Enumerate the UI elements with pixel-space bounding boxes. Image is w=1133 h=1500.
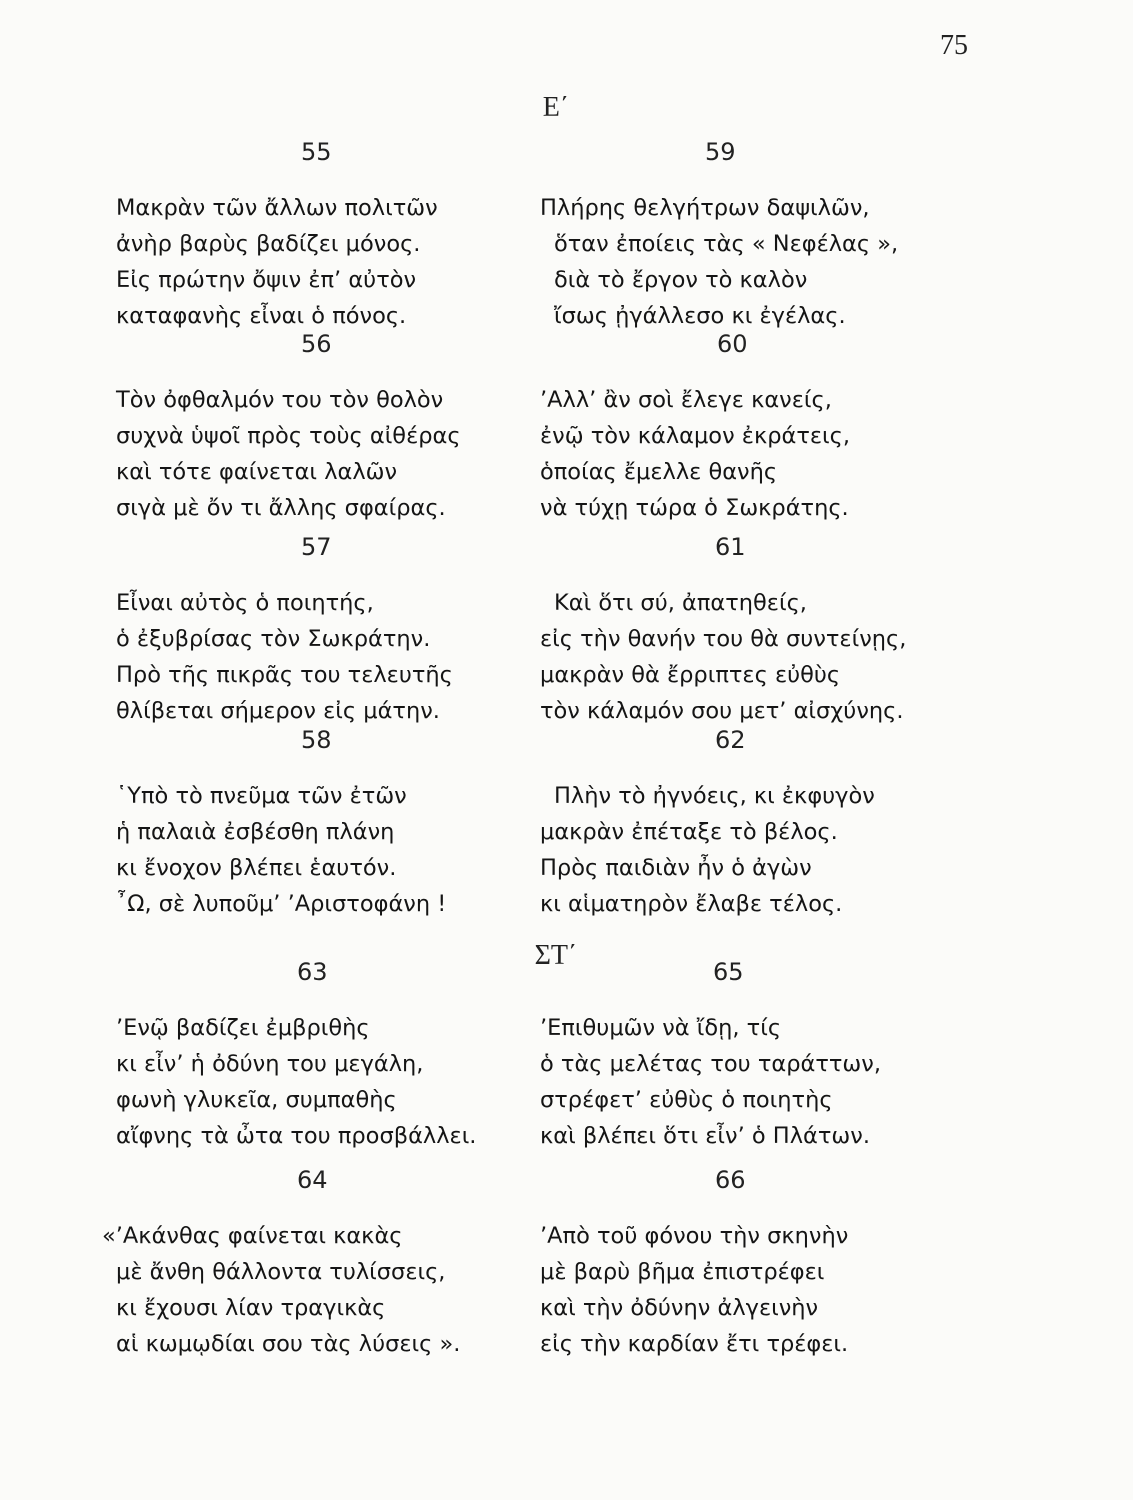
verse-line: καταφανὴς εἶναι ὁ πόνος. [116,303,407,329]
verse-line: ῾Υπὸ τὸ πνεῦμα τῶν ἐτῶν [116,783,407,809]
section-heading-st: ΣΤ΄ [534,940,578,971]
verse-line: μὲ βαρὺ βῆμα ἐπιστρέφει [540,1259,825,1285]
verse-line: ὁ ἐξυβρίσας τὸν Σωκράτην. [116,626,431,652]
verse-line: ἴσως ᾐγάλλεσο κι ἐγέλας. [554,303,846,329]
verse-line: μακρὰν ἐπέταξε τὸ βέλος. [540,819,838,845]
verse-line: θλίβεται σήμερον εἰς μάτην. [116,698,440,724]
verse-line: καὶ βλέπει ὅτι εἶν’ ὁ Πλάτων. [540,1123,870,1149]
verse-line: Πλήρης θελγήτρων δαψιλῶν, [540,195,870,221]
verse-line: ὁποίας ἔμελλε θανῆς [540,459,778,485]
stanza-number: 56 [301,330,332,358]
verse-line: αἴφνης τὰ ὦτα του προσβάλλει. [116,1123,477,1149]
verse-line: τὸν κάλαμόν σου μετ’ αἰσχύνης. [540,698,904,724]
verse-line: εἰς τὴν καρδίαν ἔτι τρέφει. [540,1331,849,1357]
verse-line: στρέφετ’ εὐθὺς ὁ ποιητὴς [540,1087,833,1113]
verse-line: Τὸν ὀφθαλμόν του τὸν θολὸν [116,387,444,413]
section-heading-e: Ε΄ [542,92,570,123]
stanza-number: 65 [713,958,744,986]
verse-line: ’Επιθυμῶν νὰ ἴδῃ, τίς [540,1015,782,1041]
verse-line: Πρὸς παιδιὰν ἦν ὁ ἀγὼν [540,855,812,881]
verse-line: μὲ ἄνθη θάλλοντα τυλίσσεις, [116,1259,446,1285]
stanza-61 [540,533,970,729]
verse-line: διὰ τὸ ἔργον τὸ καλὸν [554,267,808,293]
stanza-64 [102,1166,546,1362]
stanza-number: 64 [297,1166,328,1194]
stanza-number: 59 [705,138,736,166]
verse-line: ’Ενῷ βαδίζει ἐμβριθὴς [116,1015,370,1041]
verse-line: κι ἔνοχον βλέπει ἑαυτόν. [116,855,397,881]
stanza-number: 63 [297,958,328,986]
stanza-number: 62 [715,726,746,754]
verse-line: Καὶ ὅτι σύ, ἀπατηθείς, [554,590,807,616]
verse-line: Πρὸ τῆς πικρᾶς του τελευτῆς [116,662,453,688]
stanza-number: 66 [715,1166,746,1194]
stanza-66 [540,1166,970,1362]
stanza-number: 57 [301,533,332,561]
verse-line: ὁ τὰς μελέτας του ταράττων, [540,1051,881,1077]
verse-line: μακρὰν θὰ ἔρριπτες εὐθὺς [540,662,841,688]
stanza-59 [540,138,970,334]
stanza-65 [540,958,970,1154]
verse-line: καὶ τότε φαίνεται λαλῶν [116,459,398,485]
verse-line: ἡ παλαιὰ ἐσβέσθη πλάνη [116,819,395,845]
verse-line: κι ἔχουσι λίαν τραγικὰς [116,1295,386,1321]
verse-line: Εἶναι αὐτὸς ὁ ποιητής, [116,590,374,616]
verse-line: ῏Ω, σὲ λυποῦμ’ ’Αριστοφάνη ! [116,891,447,917]
verse-line: εἰς τὴν θανήν του θὰ συντείνῃς, [540,626,907,652]
stanza-60 [540,330,970,526]
verse-line: καὶ τὴν ὀδύνην ἀλγεινὴν [540,1295,819,1321]
stanza-number: 61 [715,533,746,561]
verse-line: σιγὰ μὲ ὄν τι ἄλλης σφαίρας. [116,495,446,521]
stanza-number: 58 [301,726,332,754]
stanza-62 [540,726,970,922]
verse-line: φωνὴ γλυκεῖα, συμπαθὴς [116,1087,397,1113]
stanza-58 [116,726,546,922]
verse-line: νὰ τύχῃ τώρα ὁ Σωκράτης. [540,495,849,521]
stanza-57 [116,533,546,729]
page-number: 75 [940,30,968,61]
verse-line: Εἰς πρώτην ὄψιν ἐπ’ αὐτὸν [116,267,417,293]
verse-line: ὅταν ἐποίεις τὰς « Νεφέλας », [554,231,899,257]
verse-line: ἀνὴρ βαρὺς βαδίζει μόνος. [116,231,421,257]
stanza-number: 55 [301,138,332,166]
verse-line: ’Απὸ τοῦ φόνου τὴν σκηνὴν [540,1223,849,1249]
verse-line: αἱ κωμῳδίαι σου τὰς λύσεις ». [116,1331,461,1357]
stanza-number: 60 [717,330,748,358]
stanza-56 [116,330,546,526]
verse-line: «’Ακάνθας φαίνεται κακὰς [102,1223,403,1249]
verse-line: Μακρὰν τῶν ἄλλων πολιτῶν [116,195,438,221]
verse-line: κι εἶν’ ἡ ὀδύνη του μεγάλη, [116,1051,424,1077]
verse-line: κι αἱματηρὸν ἔλαβε τέλος. [540,891,843,917]
verse-line: Πλὴν τὸ ἠγνόεις, κι ἐκφυγὸν [554,783,875,809]
verse-line: ἐνῷ τὸν κάλαμον ἐκράτεις, [540,423,851,449]
verse-line: ’Αλλ’ ἂν σοὶ ἔλεγε κανείς, [540,387,832,413]
verse-line: συχνὰ ὑψοῖ πρὸς τοὺς αἰθέρας [116,423,461,449]
stanza-55 [116,138,546,334]
stanza-63 [116,958,546,1154]
